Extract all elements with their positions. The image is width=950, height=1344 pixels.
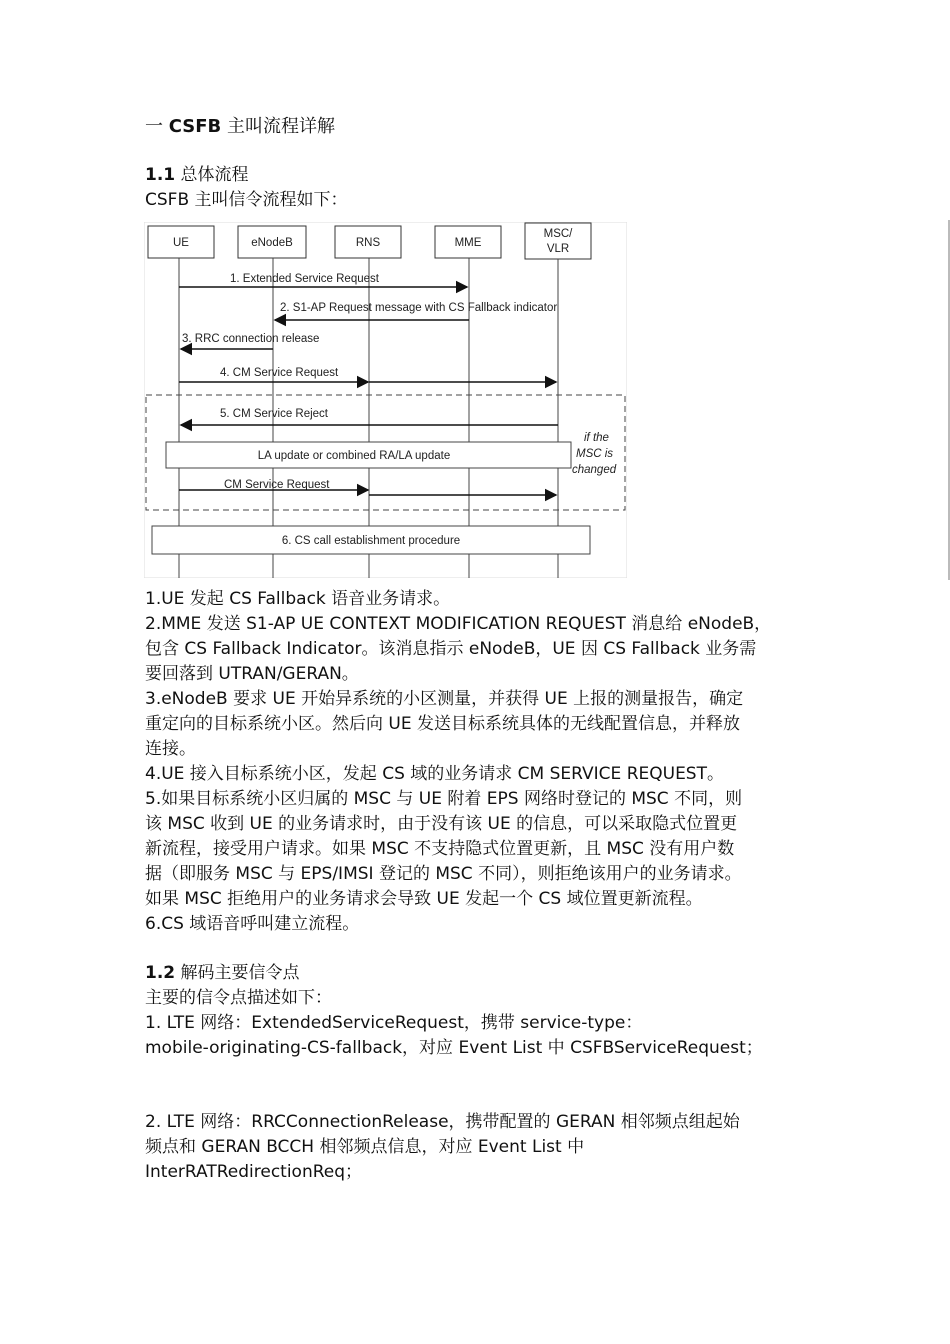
step-line-10: 该 MSC 收到 UE 的业务请求时，由于没有该 UE 的信息，可以采取隐式位置更 xyxy=(145,814,738,834)
step-line-14: 6.CS 域语音呼叫建立流程。 xyxy=(145,914,360,934)
heading-rest: 主叫流程详解 xyxy=(227,116,335,137)
note-line1: if the xyxy=(584,432,609,444)
item2-line2: 频点和 GERAN BCCH 相邻频点信息，对应 Event List 中 xyxy=(145,1137,585,1157)
item1-line1: 1. LTE 网络：ExtendedServiceRequest，携带 service-type： xyxy=(145,1013,643,1033)
heading-bold: CSFB xyxy=(168,116,222,137)
section-1-2-number: 1.2 xyxy=(145,963,176,983)
item2-line1: 2. LTE 网络：RRCConnectionRelease，携带配置的 GERAN 相邻频点组起始 xyxy=(145,1112,740,1132)
step-line-1: 1.UE 发起 CS Fallback 语音业务请求。 xyxy=(145,589,451,609)
note-line2: MSC is xyxy=(576,448,614,460)
step-line-5: 3.eNodeB 要求 UE 开始异系统的小区测量，并获得 UE 上报的测量报告，确定 xyxy=(145,689,744,709)
entity-msc-line2: VLR xyxy=(546,243,570,255)
step-line-3: 包含 CS Fallback Indicator。该消息指示 eNodeB，UE 因 CS Fallback 业务需 xyxy=(145,639,757,659)
entity-rns: RNS xyxy=(355,237,381,249)
msg-6-label: 6. CS call establishment procedure xyxy=(281,535,461,547)
step-line-12: 据（即服务 MSC 与 EPS/IMSI 登记的 MSC 不同），则拒绝该用户的业务请求。 xyxy=(145,864,742,884)
section-1-2-heading xyxy=(145,961,300,986)
section-1-1-intro: CSFB 主叫信令流程如下： xyxy=(145,190,348,210)
diagram-frame xyxy=(144,222,627,578)
csfb-sequence-diagram xyxy=(144,222,627,578)
msg-4-label: 4. CM Service Request xyxy=(220,367,339,379)
la-update-label: LA update or combined RA/LA update xyxy=(257,450,451,462)
step-line-8: 4.UE 接入目标系统小区，发起 CS 域的业务请求 CM SERVICE REQUEST。 xyxy=(145,764,724,784)
entity-mme: MME xyxy=(454,237,482,249)
heading-prefix: 一 xyxy=(145,116,163,137)
step-line-11: 新流程，接受用户请求。如果 MSC 不支持隐式位置更新，且 MSC 没有用户数 xyxy=(145,839,735,859)
entity-msc-line1: MSC/ xyxy=(543,228,573,240)
step-line-6: 重定向的目标系统小区。然后向 UE 发送目标系统具体的无线配置信息，并释放 xyxy=(145,714,740,734)
section-1-1-heading xyxy=(145,163,249,188)
main-heading xyxy=(145,114,335,139)
msg-3-label: 3. RRC connection release xyxy=(182,333,320,345)
step-line-2: 2.MME 发送 S1-AP UE CONTEXT MODIFICATION REQUEST 消息给 eNodeB， xyxy=(145,614,772,634)
step-line-7: 连接。 xyxy=(145,739,196,759)
section-1-2-title: 解码主要信令点 xyxy=(180,963,300,983)
note-line3: changed xyxy=(572,464,617,476)
msg-1-label: 1. Extended Service Request xyxy=(230,273,379,285)
entity-enodeb: eNodeB xyxy=(251,237,293,249)
item1-line2: mobile-originating-CS-fallback，对应 Event List 中 CSFBServiceRequest； xyxy=(145,1038,763,1058)
step-line-9: 5.如果目标系统小区归属的 MSC 与 UE 附着 EPS 网络时登记的 MSC 不同，则 xyxy=(145,789,743,809)
step-line-4: 要回落到 UTRAN/GERAN。 xyxy=(145,664,359,684)
step-line-13: 如果 MSC 拒绝用户的业务请求会导致 UE 发起一个 CS 域位置更新流程。 xyxy=(145,889,703,909)
entity-ue: UE xyxy=(173,237,189,249)
item2-line3: InterRATRedirectionReq； xyxy=(145,1162,363,1182)
section-1-2-intro: 主要的信令点描述如下： xyxy=(145,988,332,1008)
msg-5-label: 5. CM Service Reject xyxy=(220,408,329,420)
section-1-1-title: 总体流程 xyxy=(180,165,249,185)
section-1-1-number: 1.1 xyxy=(145,165,176,185)
msg-cm-service-request-label: CM Service Request xyxy=(224,479,330,491)
msg-2-label: 2. S1-AP Request message with CS Fallback indicator xyxy=(280,302,558,314)
